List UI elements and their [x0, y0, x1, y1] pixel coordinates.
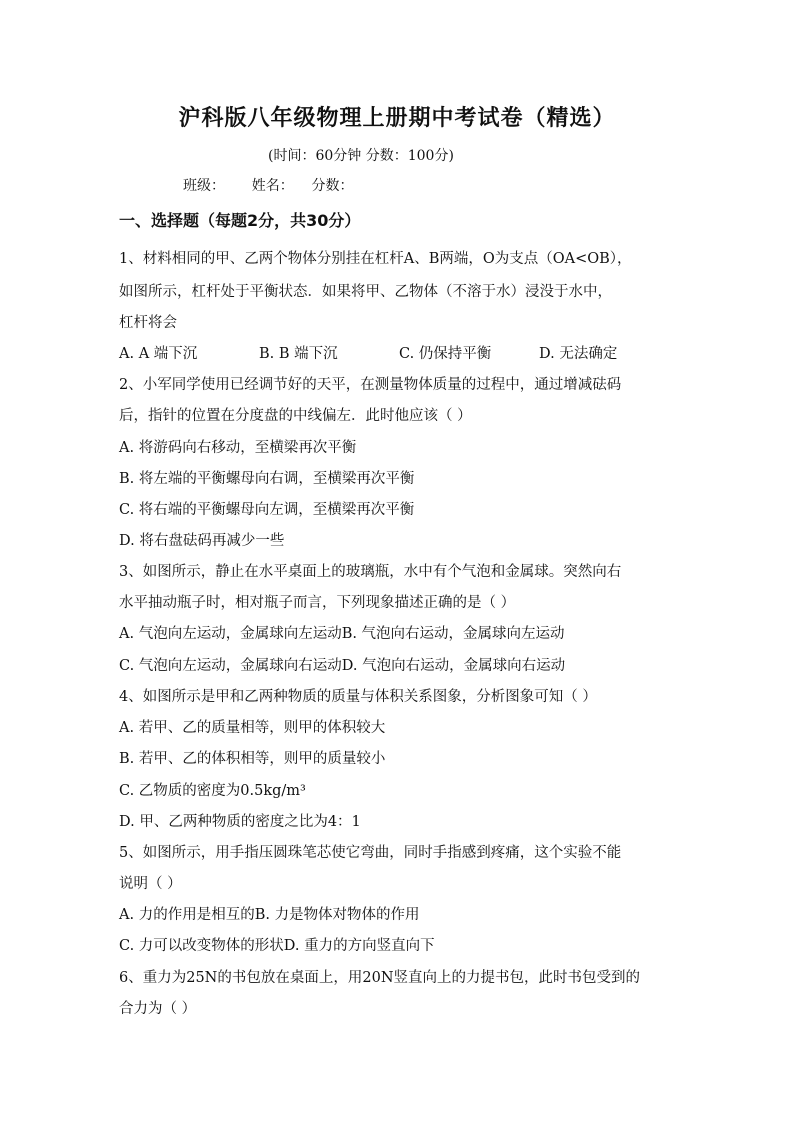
section-heading: 一、选择题（每题2分，共30分） [119, 211, 361, 230]
question-4-option-c: C. 乙物质的密度为0.5kg/m³ [119, 783, 306, 799]
question-3-line-1: 3、如图所示，静止在水平桌面上的玻璃瓶，水中有个气泡和金属球。突然向右 [119, 564, 622, 580]
question-1-option-a: A. A 端下沉 [119, 346, 198, 362]
question-2-option-b: B. 将左端的平衡螺母向右调，至横梁再次平衡 [119, 471, 415, 487]
question-2-line-1: 2、小军同学使用已经调节好的天平，在测量物体质量的过程中，通过增减砝码 [119, 377, 622, 393]
question-2-line-2: 后，指针的位置在分度盘的中线偏左．此时他应该（ ） [119, 408, 472, 424]
question-2-option-c: C. 将右端的平衡螺母向左调，至横梁再次平衡 [119, 502, 415, 518]
question-2-option-d: D. 将右盘砝码再减少一些 [119, 533, 285, 549]
question-3-options-ab: A. 气泡向左运动，金属球向左运动B. 气泡向右运动，金属球向左运动 [119, 626, 565, 642]
question-6-line-1: 6、重力为25N的书包放在桌面上，用20N竖直向上的力提书包，此时书包受到的 [119, 970, 640, 986]
question-2-option-a: A. 将游码向右移动，至横梁再次平衡 [119, 440, 357, 456]
question-4-option-b: B. 若甲、乙的体积相等，则甲的质量较小 [119, 751, 386, 767]
question-5-line-2: 说明（ ） [119, 876, 182, 892]
question-4-option-d: D. 甲、乙两种物质的密度之比为4：1 [119, 814, 361, 830]
question-1-options [119, 342, 617, 363]
question-5-options-ab: A. 力的作用是相互的B. 力是物体对物体的作用 [119, 907, 420, 923]
question-5-line-1: 5、如图所示，用手指压圆珠笔芯使它弯曲，同时手指感到疼痛，这个实验不能 [119, 845, 622, 861]
question-4-option-a: A. 若甲、乙的质量相等，则甲的体积较大 [119, 720, 386, 736]
question-5-options-cd: C. 力可以改变物体的形状D. 重力的方向竖直向下 [119, 938, 435, 954]
exam-time-score: (时间：60分钟 分数：100分) [268, 148, 454, 164]
student-info-line: 班级： 姓名： 分数： [183, 178, 354, 194]
page-title: 沪科版八年级物理上册期中考试卷（精选） [178, 106, 616, 131]
question-3-options-cd: C. 气泡向左运动，金属球向右运动D. 气泡向右运动，金属球向右运动 [119, 658, 566, 674]
question-1-line-1: 1、材料相同的甲、乙两个物体分别挂在杠杆A、B两端，O为支点（OA<OB）， [119, 251, 632, 267]
question-1-line-2: 如图所示，杠杆处于平衡状态．如果将甲、乙物体（不溶于水）浸没于水中， [119, 284, 612, 300]
question-1-option-c: C. 仍保持平衡 [399, 346, 492, 362]
question-1-option-d: D. 无法确定 [539, 346, 618, 362]
question-3-line-2: 水平抽动瓶子时，相对瓶子而言，下列现象描述正确的是（ ） [119, 595, 516, 611]
question-6-line-2: 合力为（ ） [119, 1001, 197, 1017]
question-4-line-1: 4、如图所示是甲和乙两种物质的质量与体积关系图象，分析图象可知（ ） [119, 689, 597, 705]
question-1-option-b: B. B 端下沉 [259, 346, 338, 362]
question-1-line-3: 杠杆将会 [119, 315, 177, 331]
